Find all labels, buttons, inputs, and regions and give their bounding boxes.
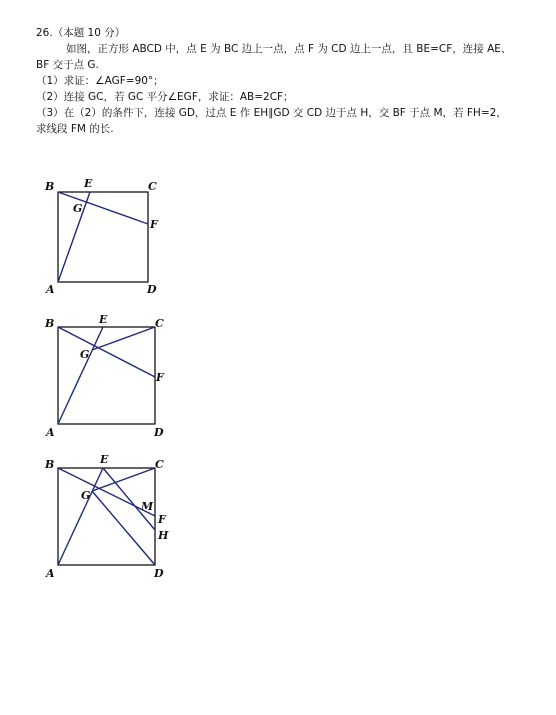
label-c: C (155, 458, 164, 471)
label-d: D (154, 426, 164, 439)
segment-ae (58, 327, 103, 424)
question-part-3-line2: 求线段 FM 的长. (36, 123, 114, 135)
figure-2 (0, 305, 200, 445)
figure-3 (0, 448, 200, 588)
square-abcd (58, 468, 155, 565)
label-b: B (45, 458, 55, 471)
segment-ae (58, 468, 103, 565)
label-c: C (155, 317, 164, 330)
label-f: F (156, 371, 164, 384)
label-e: E (99, 313, 108, 326)
label-h: H (158, 529, 169, 542)
label-a: A (46, 567, 55, 580)
label-d: D (147, 283, 157, 296)
problem-statement-line1: 如图，正方形 ABCD 中，点 E 为 BC 边上一点，点 F 为 CD 边上一点，且 BE=CF，连接 AE、 (66, 43, 512, 55)
label-c: C (148, 180, 157, 193)
figure-1 (0, 170, 200, 300)
question-part-2: （2）连接 GC，若 GC 平分∠EGF，求证：AB=2CF； (36, 91, 294, 103)
segment-bf (58, 327, 155, 377)
label-f: F (158, 513, 166, 526)
question-part-3-line1: （3）在（2）的条件下，连接 GD，过点 E 作 EH∥GD 交 CD 边于点 H，交 BF 于点 M，若 FH=2， (36, 107, 507, 119)
label-a: A (46, 426, 55, 439)
problem-text (36, 25, 536, 137)
question-part-1: （1）求证：∠AGF=90°； (36, 75, 164, 87)
label-d: D (154, 567, 164, 580)
label-e: E (84, 177, 93, 190)
label-g: G (81, 489, 91, 502)
problem-header: 26.（本题 10 分） (36, 27, 126, 39)
label-b: B (45, 180, 55, 193)
label-f: F (150, 218, 158, 231)
problem-statement-line2: BF 交于点 G. (36, 59, 99, 71)
segment-bf (58, 192, 148, 224)
label-m: M (141, 500, 154, 513)
label-a: A (46, 283, 55, 296)
square-abcd (58, 192, 148, 282)
label-e: E (100, 453, 109, 466)
label-g: G (80, 348, 90, 361)
label-g: G (73, 202, 83, 215)
label-b: B (45, 317, 55, 330)
square-abcd (58, 327, 155, 424)
